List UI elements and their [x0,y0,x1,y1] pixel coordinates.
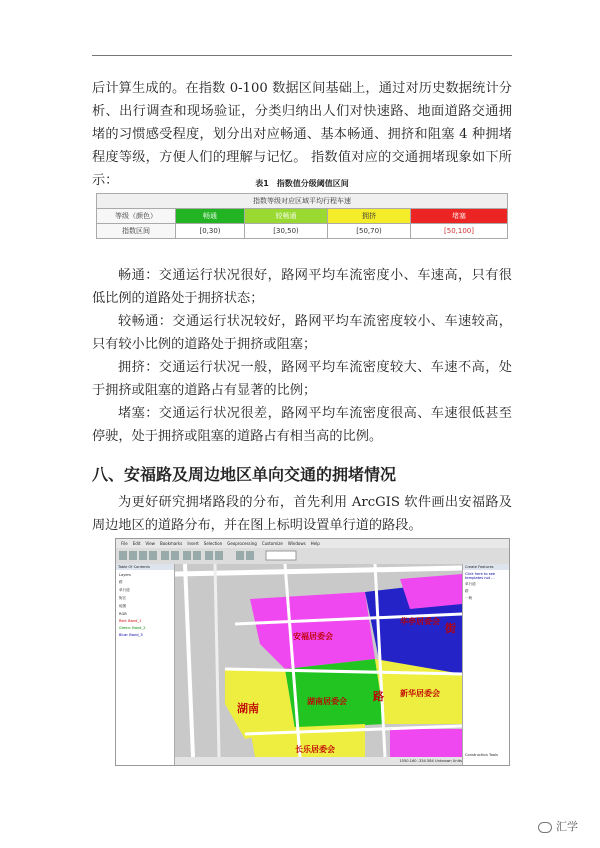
toc-title: Table Of Contents [116,564,174,570]
level-name: 拥挤 [328,209,411,224]
map-label: 路 [373,690,384,703]
create-features-panel [462,564,510,765]
menu-item[interactable]: Bookmarks [159,541,183,546]
index-table [96,193,508,239]
toc-item[interactable]: 单行道 [119,588,130,592]
level-name: 较畅通 [245,209,328,224]
table-header: 指数等级对应区域平均行程车速 [97,194,508,209]
toc-item[interactable]: 地图 [119,604,127,608]
map-label: 安福居委会 [293,632,333,641]
menu-bar [116,539,509,548]
toolbar [116,548,509,565]
section-body: 为更好研究拥堵路段的分布，首先利用 ArcGIS 软件画出安福路及周边地区的道路分布，并在图上标明设置单行道的路段。 [92,495,512,533]
row-label-grade: 等级（颜色） [97,209,176,224]
table-caption: 表1 指数值分级阈值区间 [255,179,349,188]
menu-item[interactable]: Edit [132,541,141,546]
menu-item[interactable]: Customize [261,541,283,546]
arcgis-screenshot [115,538,510,766]
toc-item[interactable]: Red: Band_1 [119,619,142,623]
def-blocked: 堵塞：交通运行状况很差，路网平均车流密度很高、车速很低甚至停驶，处于拥挤或阻塞的道路占有相当高的比例。 [92,406,512,444]
logo-text: 汇学 [556,820,578,833]
district-bottom-right [390,729,462,757]
menu-item[interactable]: Selection [203,541,223,546]
menu-item[interactable]: Windows [287,541,306,546]
toc-item[interactable]: 路 [119,580,123,584]
menu-item[interactable]: Help [310,541,320,546]
level-range: [0,30) [176,224,245,239]
header-rule [92,55,512,56]
map-label: 湖南居委会 [307,697,347,706]
status-bar: 1550.160 -334.584 Unknown Units [175,757,462,765]
wechat-logo [538,818,578,834]
toc-item[interactable]: 街区 [119,596,127,600]
map-label: 华亭居委会 [400,617,440,626]
panel-item[interactable]: 路 [465,589,469,593]
wechat-icon [538,822,552,833]
intro-paragraph: 后计算生成的。在指数 0-100 数据区间基础上，通过对历史数据统计分析、出行调查和现场验证，分类归纳出人们对快速路、地面道路交通拥堵的习惯感受程度，划分出对应畅通、基本畅通、拥挤和阻塞 4 种拥堵程度等级，方便人们的理解与记忆。 指数值对应的交通拥堵现象如下所示： [92,81,512,188]
toolbar-icons [116,548,509,564]
def-fairly-smooth: 较畅通：交通运行状况较好，路网平均车流密度较小、车速较高，只有较小比例的道路处于拥挤或阻塞； [92,314,512,352]
panel-item[interactable]: 一般 [465,596,473,600]
map-svg [175,564,462,757]
map-canvas[interactable] [175,564,462,757]
level-name: 畅通 [176,209,245,224]
toc-item[interactable]: RGB [119,612,127,616]
toc-item[interactable]: Green: Band_2 [119,626,146,630]
map-label: 街 [445,622,456,635]
panel-title: Create Features [463,564,510,570]
level-range: [50,100] [411,224,508,239]
level-range: [50,70) [328,224,411,239]
map-label: 新华居委会 [400,689,440,698]
panel-footer: Construction Tools [465,753,498,757]
menu-item[interactable]: Insert [187,541,199,546]
menu-item[interactable]: File [121,541,128,546]
district-top-right [400,574,462,609]
menu-item[interactable]: Geoprocessing [227,541,257,546]
toc-item[interactable]: Blue: Band_3 [119,633,143,637]
row-label-range: 指数区间 [97,224,176,239]
def-smooth: 畅通：交通运行状况很好，路网平均车流密度小、车速高，只有很低比例的道路处于拥挤状态； [92,268,512,306]
panel-item[interactable]: Click here to see templates not ... [465,572,495,580]
level-name: 堵塞 [411,209,508,224]
level-range: [30,50) [245,224,328,239]
panel-item[interactable]: 单行道 [465,582,476,586]
table-of-contents [116,564,175,765]
def-congested: 拥挤：交通运行状况一般，路网平均车流密度较大、车速不高，处于拥挤或阻塞的道路占有显著的比例； [92,360,512,398]
toc-item[interactable]: Layers [119,573,131,577]
menu-item[interactable]: View [145,541,155,546]
map-label: 长乐居委会 [295,745,335,754]
section-title: 八、安福路及周边地区单向交通的拥堵情况 [92,465,397,484]
map-label: 湖南 [237,702,259,715]
